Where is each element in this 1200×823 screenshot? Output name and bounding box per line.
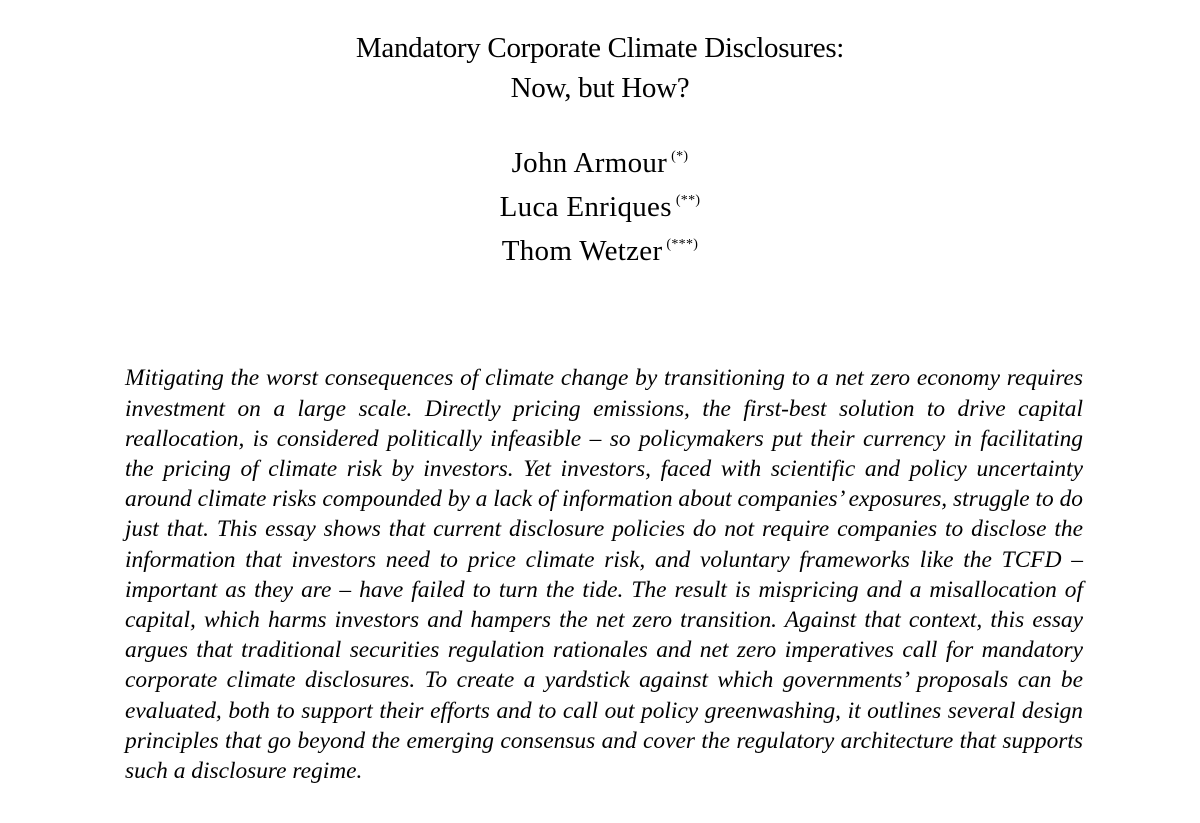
author	[0, 138, 1200, 182]
author-name: John Armour	[511, 147, 668, 179]
author-footnote-mark: (**)	[675, 193, 701, 208]
author-list	[0, 138, 1200, 270]
title-line-2: Now, but How?	[510, 72, 690, 104]
author	[0, 182, 1200, 226]
title-line-1: Mandatory Corporate Climate Disclosures:	[355, 32, 845, 64]
author-footnote-mark: (*)	[671, 149, 689, 164]
author-name: Thom Wetzer	[501, 235, 663, 267]
author-footnote-mark: (***)	[666, 237, 699, 252]
abstract: Mitigating the worst consequences of climate change by transitioning to a net zero economy requires investment on a large scale. Directly pricing emissions, the first-best solution to drive capital reallocation, is considered politically infeasible – so policymakers put their currency in facilitating the pricing of climate risk by investors. Yet investors, faced with scientific and policy uncertainty around climate risks compounded by a lack of information about companies’ exposures, struggle to do just that. This essay shows that current disclosure policies do not require companies to disclose the information that investors need to price climate risk, and voluntary frameworks like the TCFD – important as they are – have failed to turn the tide. The result is mispricing and a misallocation of capital, which harms investors and hampers the net zero transition. Against that context, this essay argues that traditional securities regulation rationales and net zero imperatives call for mandatory corporate climate disclosures. To create a yardstick against which governments’ proposals can be evaluated, both to support their efforts and to call out policy greenwashing, it outlines several design principles that go beyond the emerging consensus and cover the regulatory architecture that supports such a disclosure regime.	[125, 365, 1083, 785]
author	[0, 226, 1200, 270]
author-name: Luca Enriques	[499, 191, 672, 223]
paper-title	[0, 28, 1200, 108]
